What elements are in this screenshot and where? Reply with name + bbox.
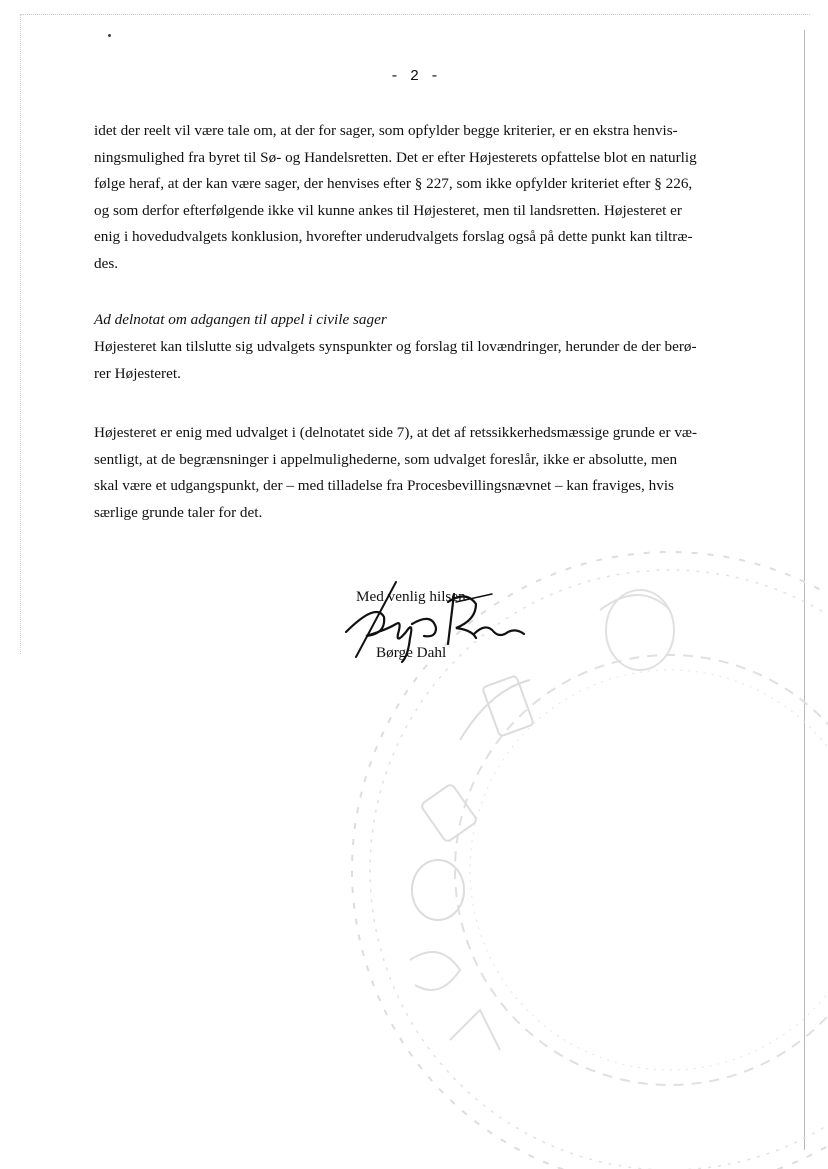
text-line: rer Højesteret. — [94, 364, 181, 382]
scan-speck — [108, 34, 111, 37]
scan-edge-left — [20, 14, 22, 654]
scan-edge-top — [20, 14, 810, 16]
text-line: skal være et udgangspunkt, der – med tilladelse fra Procesbevillingsnævnet – kan fraviges, hvis — [94, 477, 674, 495]
text-line: og som derfor efterfølgende ikke vil kunne ankes til Højesteret, men til landsretten. Højesteret er — [94, 201, 682, 219]
text-line: sentligt, at de begrænsninger i appelmulighederne, som udvalget foreslår, ikke er absolutte, men — [94, 450, 678, 468]
text-line: ningsmulighed fra byret til Sø- og Handelsretten. Det er efter Højesterets opfattelse blot en naturlig — [94, 148, 697, 166]
paragraph-3 — [94, 420, 734, 526]
signer-name: Børge Dahl — [376, 644, 447, 661]
section-heading: Ad delnotat om adgangen til appel i civile sager — [94, 311, 387, 328]
paragraph-1 — [94, 118, 734, 278]
text-line: særlige grunde taler for det. — [94, 503, 263, 521]
page-number: - 2 - — [389, 68, 440, 85]
text-line: Højesteret er enig med udvalget i (delnotatet side 7), at det af retssikkerhedsmæssige grunde er væ- — [94, 424, 698, 441]
text-line: enig i hovedudvalgets konklusion, hvorefter underudvalgets forslag også på dette punkt kan tiltræ- — [94, 228, 693, 246]
closing-greeting: Med venlig hilsen — [356, 588, 466, 605]
text-line: des. — [94, 254, 119, 272]
text-line: idet der reelt vil være tale om, at der for sager, som opfylder begge kriterier, er en ekstra henvis- — [94, 122, 678, 139]
text-line: Højesteret kan tilslutte sig udvalgets synspunkter og forslag til lovændringer, herunder de der berø- — [94, 338, 697, 355]
text-line: følge heraf, at der kan være sager, der henvises efter § 227, som ikke opfylder kriteriet efter § 226, — [94, 175, 693, 193]
paragraph-2 — [94, 334, 734, 387]
